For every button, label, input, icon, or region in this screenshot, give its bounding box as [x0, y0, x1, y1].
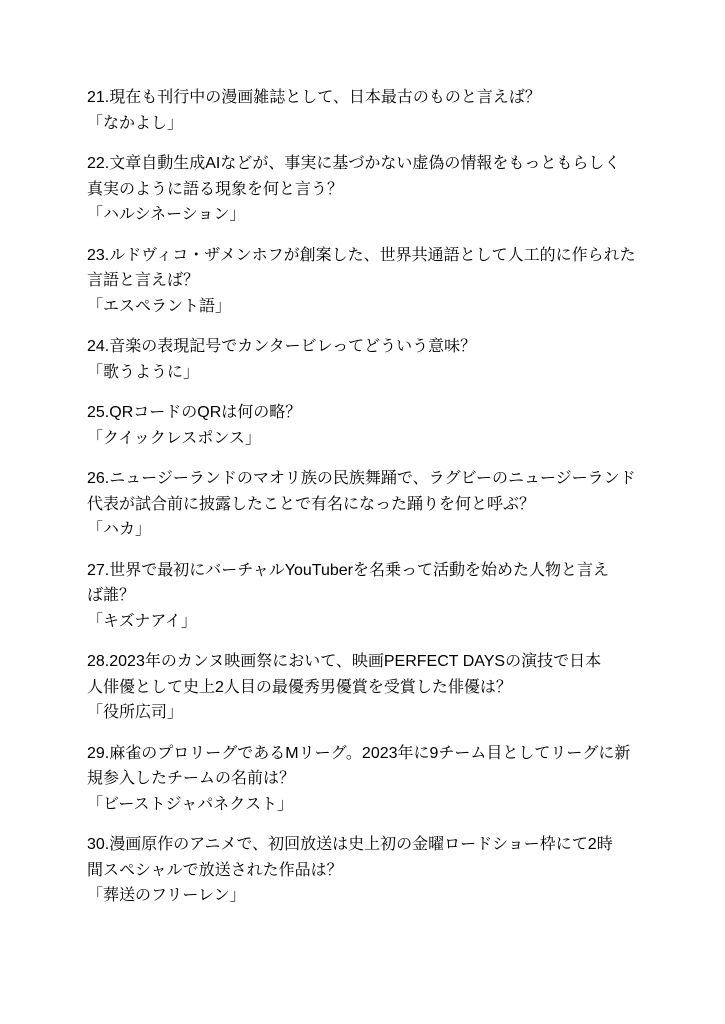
question-line: 23.ルドヴィコ・ザメンホフが創案した、世界共通語として人工的に作られた	[87, 246, 636, 264]
answer-line: 「クイックレスポンス」	[87, 429, 261, 447]
quiz-item-23	[87, 243, 685, 320]
question-line: 30.漫画原作のアニメで、初回放送は史上初の金曜ロードショー枠にて2時	[87, 836, 613, 853]
question-line: 規参入したチームの名前は？	[87, 770, 296, 787]
answer-line: 「役所広司」	[87, 704, 184, 721]
question-line: 言語と言えば？	[87, 272, 200, 289]
quiz-item-22	[87, 151, 685, 228]
quiz-item-21	[87, 85, 685, 136]
quiz-item-25	[87, 400, 685, 451]
quiz-item-27	[87, 558, 685, 635]
answer-line: 「ハカ」	[87, 521, 152, 538]
question-line: 26.ニュージーランドのマオリ族の民族舞踊で、ラグビーのニュージーランド	[87, 470, 636, 487]
answer-line: 「キズナアイ」	[87, 612, 197, 630]
question-line: 人俳優として史上2人目の最優秀男優賞を受賞した俳優は？	[87, 678, 512, 696]
question-line: 21.現在も刊行中の漫画雑誌として、日本最古のものと言えば？	[87, 89, 541, 106]
answer-line: 「エスペラント語」	[87, 297, 232, 315]
answer-line: 「歌うように」	[87, 363, 200, 381]
quiz-item-26	[87, 466, 685, 543]
question-line: 22.文章自動生成AIなどが、事実に基づかない虚偽の情報をもっともらしく	[87, 155, 621, 172]
answer-line: 「なかよし」	[87, 114, 184, 132]
quiz-item-29	[87, 741, 685, 818]
quiz-item-30	[87, 832, 685, 909]
question-line: 真実のように語る現象を何と言う？	[87, 180, 344, 198]
quiz-item-28	[87, 649, 685, 726]
answer-line: 「ハルシネーション」	[87, 206, 246, 223]
question-line: 代表が試合前に披露したことで有名になった踊りを何と呼ぶ？	[87, 495, 536, 513]
question-line: 25.QRコードのQRは何の略？	[87, 404, 302, 421]
question-line: 24.音楽の表現記号でカンタービレってどういう意味？	[87, 338, 477, 355]
quiz-item-24	[87, 334, 685, 385]
question-line: ば誰？	[87, 587, 136, 604]
question-line: 間スペシャルで放送された作品は？	[87, 861, 343, 879]
answer-line: 「ビーストジャパネクスト」	[87, 795, 294, 813]
question-line: 27.世界で最初にバーチャルYouTuberを名乗って活動を始めた人物と言え	[87, 561, 609, 579]
question-line: 29.麻雀のプロリーグであるMリーグ。2023年に9チーム目としてリーグに新	[87, 744, 631, 762]
question-line: 28.2023年のカンヌ映画祭において、映画PERFECT DAYSの演技で日本	[87, 653, 602, 670]
answer-line: 「葬送のフリーレン」	[87, 887, 246, 904]
